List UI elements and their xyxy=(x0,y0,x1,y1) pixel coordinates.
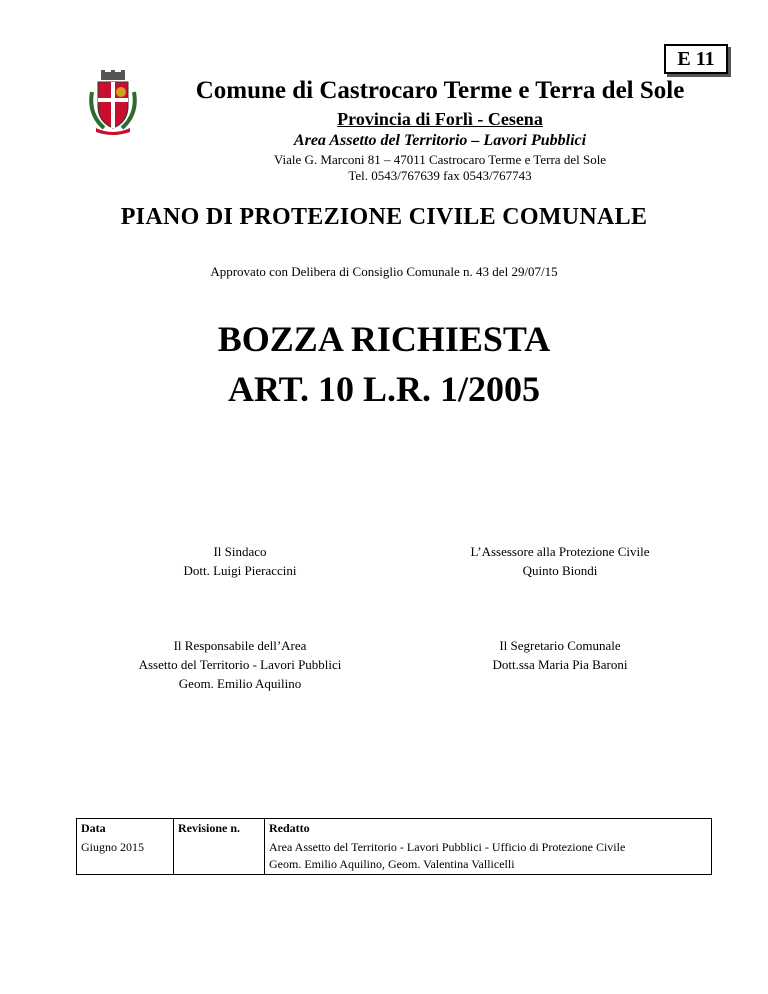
header-redatto: Redatto xyxy=(265,819,712,839)
provincia-text: Provincia di Forlì - Cesena xyxy=(337,109,543,129)
signature-name: Quinto Biondi xyxy=(522,563,598,578)
approval-text: Approvato con Delibera di Consiglio Comunale n. 43 del 29/07/15 xyxy=(210,264,558,279)
municipal-crest-icon xyxy=(86,70,140,136)
draft-heading-line2: ART. 10 L.R. 1/2005 xyxy=(227,369,541,409)
letterhead xyxy=(140,76,740,184)
cell-revisione xyxy=(174,838,265,875)
signature-name: Dott. Luigi Pieraccini xyxy=(183,563,297,578)
header-revisione: Revisione n. xyxy=(174,819,265,839)
header-data: Data xyxy=(77,819,174,839)
signature-role: Il Sindaco xyxy=(213,544,267,559)
redatto-line2: Geom. Emilio Aquilino, Geom. Valentina Vallicelli xyxy=(269,857,515,871)
signature-role-line2: Assetto del Territorio - Lavori Pubblici xyxy=(138,657,342,672)
table-row xyxy=(77,838,712,875)
signature-role: Il Segretario Comunale xyxy=(499,638,621,653)
signature-responsabile xyxy=(90,636,390,693)
signature-name: Dott.ssa Maria Pia Baroni xyxy=(492,657,628,672)
area-text: Area Assetto del Territorio – Lavori Pubblici xyxy=(293,132,587,149)
signature-name: Geom. Emilio Aquilino xyxy=(178,676,302,691)
revision-table xyxy=(76,818,712,875)
address-text: Viale G. Marconi 81 – 47011 Castrocaro Terme e Terra del Sole xyxy=(273,152,607,167)
signature-role: Il Responsabile dell’Area xyxy=(173,638,307,653)
document-title: PIANO DI PROTEZIONE CIVILE COMUNALE xyxy=(120,204,648,230)
table-header-row xyxy=(77,819,712,839)
draft-heading xyxy=(0,314,768,414)
draft-heading-line1: BOZZA RICHIESTA xyxy=(217,319,551,359)
phone-text: Tel. 0543/767639 fax 0543/767743 xyxy=(348,168,532,183)
signature-sindaco xyxy=(90,542,390,580)
document-code: E 11 xyxy=(664,44,728,74)
comune-title: Comune di Castrocaro Terme e Terra del Sole xyxy=(195,77,685,104)
redatto-line1: Area Assetto del Territorio - Lavori Pubblici - Ufficio di Protezione Civile xyxy=(269,840,626,854)
signature-assessore xyxy=(410,542,710,580)
cell-data: Giugno 2015 xyxy=(77,838,174,875)
cell-redatto xyxy=(265,838,712,875)
signature-segretario xyxy=(410,636,710,674)
signature-role: L’Assessore alla Protezione Civile xyxy=(470,544,650,559)
